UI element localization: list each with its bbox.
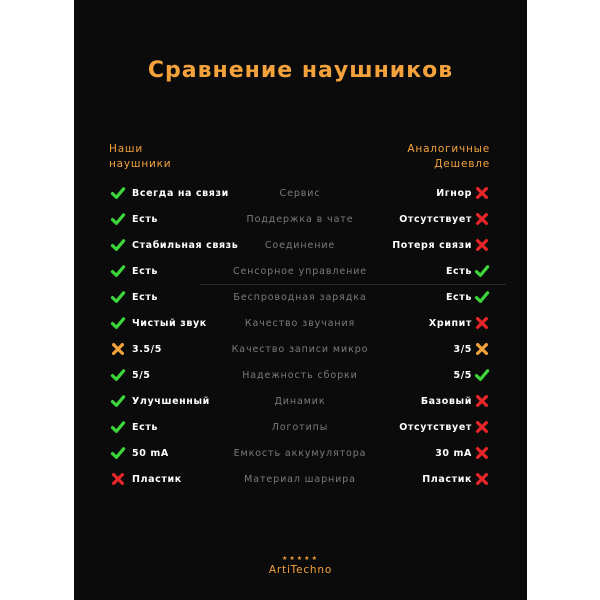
ours-value-label: Есть: [132, 291, 159, 303]
ours-value: [110, 289, 158, 305]
check-icon: [474, 289, 490, 305]
theirs-value-label: Отсутствует: [399, 421, 472, 433]
ours-value-label: Есть: [132, 265, 159, 277]
feature-label: Надежность сборки: [242, 370, 358, 381]
table-row: [75, 388, 526, 414]
theirs-value-label: Хрипит: [428, 317, 472, 329]
table-row: [75, 466, 526, 492]
check-icon: [110, 367, 126, 383]
brand-footer: [75, 555, 526, 576]
check-icon: [474, 367, 490, 383]
ours-value-label: Есть: [132, 213, 159, 225]
cross-icon: [474, 211, 490, 227]
theirs-value: [436, 185, 490, 201]
table-row: [75, 414, 526, 440]
feature-label: Сенсорное управление: [232, 266, 368, 277]
ours-value-label: Пластик: [132, 473, 182, 485]
cross-icon: [110, 471, 126, 487]
theirs-value-label: 5/5: [453, 369, 472, 381]
theirs-value-label: Отсутствует: [399, 213, 472, 225]
theirs-value-label: Есть: [445, 291, 472, 303]
theirs-value: [422, 471, 490, 487]
cross-icon: [474, 445, 490, 461]
theirs-value: [446, 263, 490, 279]
cross-icon: [474, 393, 490, 409]
table-row: [75, 284, 526, 310]
ours-value: [110, 471, 182, 487]
theirs-value-label: Игнор: [436, 187, 472, 199]
page-title: Сравнение наушников: [147, 58, 454, 83]
column-header-ours-line-2: наушники: [109, 158, 172, 170]
check-icon: [110, 419, 126, 435]
theirs-value: [446, 289, 490, 305]
cross-icon: [474, 341, 490, 357]
theirs-value-label: 30 mA: [435, 447, 472, 459]
rating-stars: ★★★★★: [282, 555, 319, 562]
ours-value: [110, 419, 158, 435]
theirs-value: [392, 237, 490, 253]
column-header-theirs: [407, 142, 490, 172]
cross-icon: [474, 471, 490, 487]
feature-label: Качество звучания: [244, 318, 356, 329]
feature-label: Качество записи микро: [231, 344, 369, 355]
check-icon: [110, 315, 126, 331]
table-row: [75, 232, 526, 258]
theirs-value-label: Потеря связи: [392, 239, 472, 251]
table-row: [75, 180, 526, 206]
table-row: [75, 362, 526, 388]
theirs-value-label: Базовый: [420, 395, 472, 407]
theirs-value: [454, 367, 491, 383]
ours-value-label: Чистый звук: [132, 317, 207, 329]
feature-label: Логотипы: [271, 422, 329, 433]
column-header-theirs-line-2: Дешевле: [434, 158, 490, 170]
feature-label: Динамик: [274, 396, 326, 407]
ours-value-label: 5/5: [132, 369, 151, 381]
theirs-value: [435, 445, 490, 461]
check-icon: [110, 289, 126, 305]
comparison-table: [75, 180, 526, 492]
ours-value-label: Стабильная связь: [132, 239, 239, 251]
column-header-ours-line-1: Наши: [109, 143, 143, 155]
table-row: [75, 336, 526, 362]
feature-label: Беспроводная зарядка: [233, 292, 367, 303]
check-icon: [474, 263, 490, 279]
feature-label: Поддержка в чате: [246, 214, 354, 225]
ours-value: [110, 367, 151, 383]
cross-icon: [474, 315, 490, 331]
table-row: [75, 258, 526, 284]
cross-icon: [110, 341, 126, 357]
theirs-value-label: Пластик: [422, 473, 472, 485]
cross-icon: [474, 185, 490, 201]
ours-value: [110, 445, 169, 461]
theirs-value-label: Есть: [445, 265, 472, 277]
ours-value-label: 50 mA: [132, 447, 169, 459]
ours-value-label: Есть: [132, 421, 159, 433]
table-row: [75, 310, 526, 336]
table-row: [75, 440, 526, 466]
column-header-ours: [109, 142, 171, 172]
comparison-card: [75, 0, 526, 600]
ours-value-label: Всегда на связи: [132, 187, 229, 199]
check-icon: [110, 237, 126, 253]
column-header-theirs-line-1: Аналогичные: [407, 143, 490, 155]
ours-value-label: 3.5/5: [132, 343, 162, 355]
ours-value: [110, 211, 158, 227]
feature-label: Соединение: [264, 240, 336, 251]
cross-icon: [474, 237, 490, 253]
theirs-value: [421, 393, 490, 409]
ours-value: [110, 341, 162, 357]
ours-value: [110, 263, 158, 279]
ours-value-label: Улучшенный: [132, 395, 210, 407]
theirs-value: [429, 315, 490, 331]
feature-label: Сервис: [279, 188, 321, 199]
theirs-value: [454, 341, 491, 357]
theirs-value: [399, 211, 490, 227]
check-icon: [110, 393, 126, 409]
check-icon: [110, 263, 126, 279]
cross-icon: [474, 419, 490, 435]
check-icon: [110, 211, 126, 227]
brand-name: ArtiTechno: [268, 564, 333, 576]
theirs-value-label: 3/5: [453, 343, 472, 355]
table-row: [75, 206, 526, 232]
theirs-value: [399, 419, 490, 435]
feature-label: Емкость аккумулятора: [233, 448, 367, 459]
check-icon: [110, 185, 126, 201]
feature-label: Материал шарнира: [244, 474, 356, 485]
check-icon: [110, 445, 126, 461]
